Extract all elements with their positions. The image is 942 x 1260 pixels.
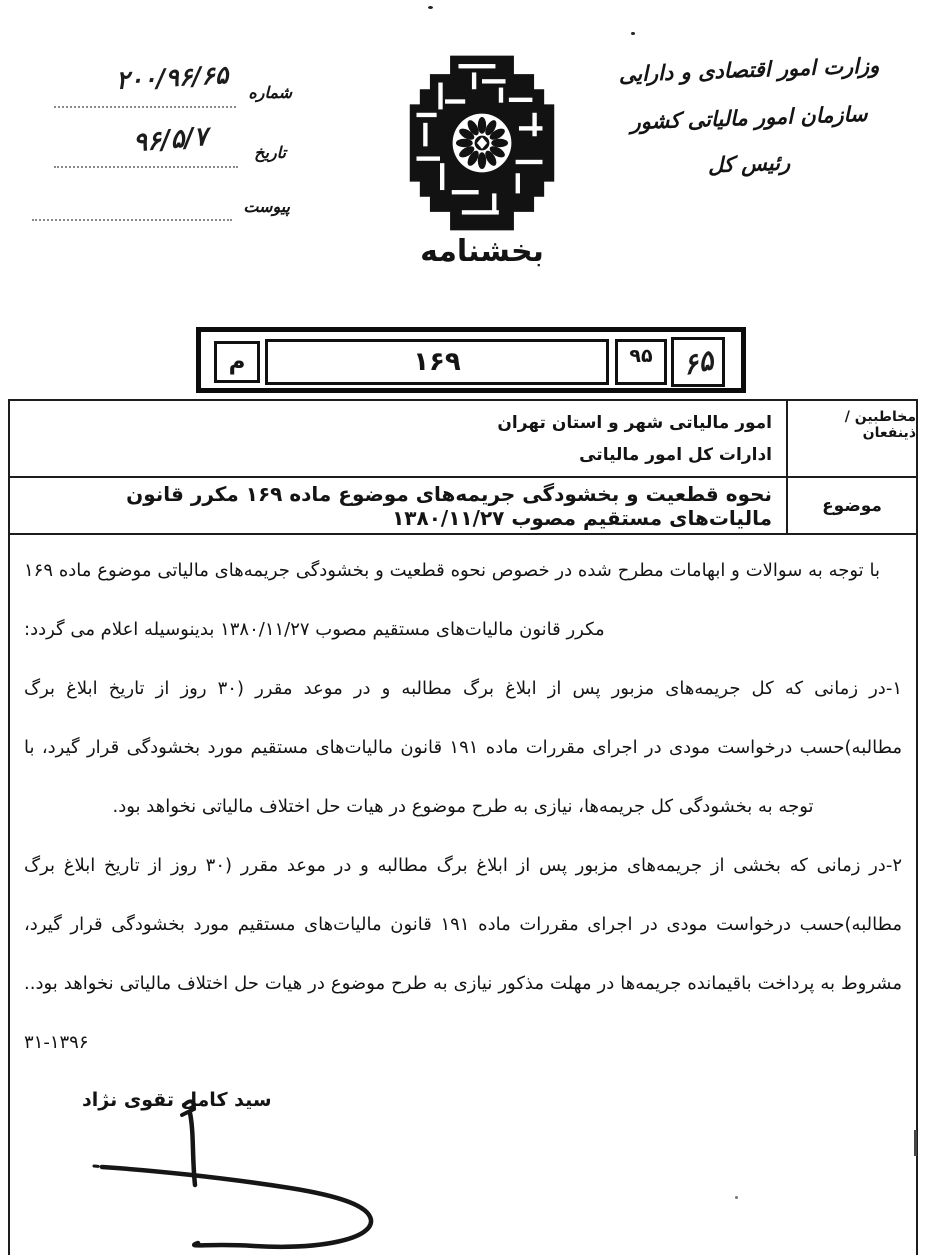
- meta-number-row: [248, 83, 292, 102]
- recipients-label-cell: [786, 401, 916, 476]
- recipients-label: مخاطبین / ذینفعان: [844, 409, 916, 441]
- classification-serial-box: [671, 337, 725, 387]
- classification-serial-handwritten: ۶۵: [679, 342, 717, 382]
- meta-attachment-row: [243, 197, 290, 216]
- subject-text: نحوه قطعیت و بخشودگی جریمه‌های موضوع ماده ۱۶۹ مکرر قانون مالیات‌های مستقیم مصوب ۱۳۸۰/۱۱/۲۷: [126, 481, 772, 530]
- classification-year-box: [615, 339, 667, 385]
- meta-attachment-line: [32, 218, 232, 221]
- scan-speck: [631, 32, 635, 35]
- recipients-line: ادارات کل امور مالیاتی: [579, 445, 772, 465]
- body-paragraph: ۲-در زمانی که بخشی از جریمه‌های مزبور پس از ابلاغ برگ مطالبه و در موعد مقرر (۳۰ روز از تاریخ ابلاغ برگ مطالبه)حسب درخواست مودی در اجرای مقررات ماده ۱۹۱ قانون مالیات‌های مستقیم مورد بخشودگی قرار گیرد، مشروط به پرداخت باقیمانده جریمه‌ها در مهلت مذکور نیازی به طرح موضوع در هیات حل اختلاف مالیاتی نخواهد بود.. ۱۳۹۶-۳۱: [24, 855, 902, 1053]
- scan-speck: [914, 1130, 917, 1156]
- document-frame: [8, 399, 918, 1255]
- letterhead-director-general: رئیس کل: [707, 150, 791, 178]
- recipients-content-cell: [10, 401, 786, 476]
- classification-tax-type-box: [214, 341, 260, 383]
- letterhead-block: [594, 53, 904, 178]
- body-paragraph: ۱-در زمانی که کل جریمه‌های مزبور پس از ابلاغ برگ مطالبه و در موعد مقرر (۳۰ روز از تاریخ ابلاغ برگ مطالبه)حسب درخواست مودی در اجرای مقررات ماده ۱۹۱ قانون مالیات‌های مستقیم مورد بخشودگی قرار گیرد، با توجه به بخشودگی کل جریمه‌ها، نیازی به طرح موضوع در هیات حل اختلاف مالیاتی نخواهد بود.: [24, 678, 903, 817]
- classification-tax-type: م: [228, 349, 246, 375]
- letterhead-ministry: وزارت امور اقتصادی و دارایی: [618, 53, 880, 87]
- classification-article: ۱۶۹: [413, 347, 461, 377]
- circular-title: بخشنامه: [420, 234, 544, 269]
- meta-number-line: [54, 105, 236, 108]
- classification-article-box: [265, 339, 609, 385]
- meta-date-line: [54, 165, 238, 168]
- meta-date-label: تاریخ: [254, 143, 286, 162]
- recipients-row: [10, 401, 916, 478]
- meta-date-value-handwritten: ۹۶/۵/۷: [131, 121, 210, 159]
- subject-content-cell: [10, 478, 786, 533]
- tax-administration-emblem-icon: [398, 52, 566, 234]
- classification-year: ۹۵: [629, 345, 653, 367]
- signature-name: سید کامل تقوی نژاد: [82, 1089, 272, 1111]
- meta-number-value-handwritten: ۲۰۰/۹۶/۶۵: [115, 60, 229, 95]
- classification-strip: [196, 327, 746, 393]
- signature-scribble-icon: [88, 1099, 430, 1260]
- subject-row: [10, 478, 916, 535]
- body-paragraph: با توجه به سوالات و ابهامات مطرح شده در خصوص نحوه قطعیت و بخشودگی جریمه‌های مالیاتی موضوع ماده ۱۶۹ مکرر قانون مالیات‌های مستقیم مصوب ۱۳۸۰/۱۱/۲۷ بدینوسیله اعلام می گردد:: [24, 560, 880, 640]
- letterhead-organization: سازمان امور مالیاتی کشور: [630, 101, 868, 135]
- subject-label: موضوع: [822, 495, 882, 516]
- meta-number-label: شماره: [248, 83, 292, 102]
- recipients-line: امور مالیاتی شهر و استان تهران: [497, 413, 772, 433]
- subject-label-cell: [786, 478, 916, 533]
- meta-date-row: [254, 143, 286, 162]
- meta-attachment-label: پیوست: [243, 197, 290, 216]
- scan-speck: [735, 1196, 738, 1199]
- scan-speck: [428, 6, 433, 9]
- body-text: [10, 535, 916, 1072]
